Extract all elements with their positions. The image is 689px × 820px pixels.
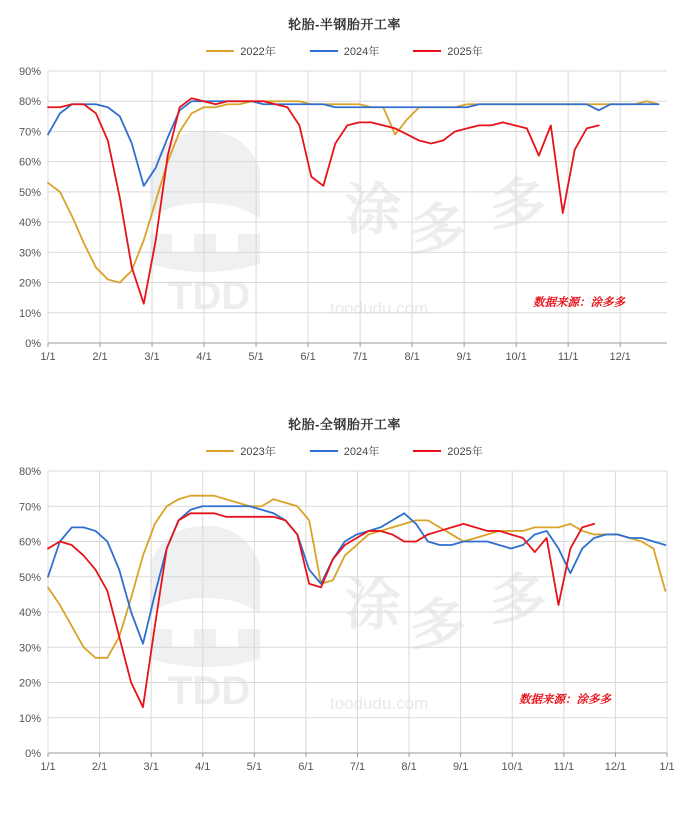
svg-text:多: 多 (410, 198, 466, 261)
svg-text:1/1: 1/1 (659, 761, 675, 773)
svg-text:9/1: 9/1 (453, 761, 469, 773)
legend-swatch (206, 50, 234, 52)
svg-text:80%: 80% (18, 466, 41, 478)
svg-text:10/1: 10/1 (505, 351, 527, 363)
chart2-plot-area (0, 459, 689, 789)
chart1-title: 轮胎-半钢胎开工率 (288, 17, 401, 32)
svg-text:40%: 40% (18, 607, 41, 619)
svg-text:4/1: 4/1 (195, 761, 211, 773)
svg-text:50%: 50% (18, 186, 41, 199)
svg-text:10%: 10% (18, 307, 41, 320)
svg-text:涂: 涂 (345, 573, 401, 636)
chart2-source-note: 数据来源：涂多多 (519, 694, 611, 706)
svg-text:0%: 0% (25, 748, 41, 760)
legend-item[interactable] (206, 43, 275, 59)
svg-text:5/1: 5/1 (248, 351, 264, 363)
legend-swatch (206, 450, 234, 452)
svg-text:12/1: 12/1 (604, 761, 627, 773)
svg-text:涂: 涂 (345, 178, 401, 241)
chart-semi-steel-tire-operating-rate (0, 0, 689, 400)
svg-text:2/1: 2/1 (91, 761, 108, 773)
legend-swatch (310, 450, 338, 452)
chart2-svg (0, 459, 689, 789)
svg-text:1/1: 1/1 (40, 351, 56, 363)
legend-item[interactable] (310, 43, 379, 59)
svg-text:多: 多 (490, 173, 546, 236)
svg-text:多: 多 (410, 593, 466, 656)
svg-text:3/1: 3/1 (143, 761, 159, 773)
legend-item[interactable] (310, 443, 379, 459)
svg-text:6/1: 6/1 (300, 351, 316, 363)
chart2-title: 轮胎-全钢胎开工率 (288, 417, 401, 432)
legend-label: 2022年 (240, 46, 276, 58)
legend-label: 2024年 (343, 46, 380, 58)
svg-text:TDD: TDD (168, 669, 251, 713)
svg-text:5/1: 5/1 (246, 761, 262, 773)
svg-text:12/1: 12/1 (609, 351, 631, 363)
svg-text:30%: 30% (18, 642, 41, 655)
legend-swatch (413, 450, 441, 452)
chart1-svg (0, 59, 689, 379)
svg-text:60%: 60% (18, 156, 41, 169)
chart2-legend (0, 443, 689, 459)
svg-text:20%: 20% (18, 677, 41, 690)
svg-text:8/1: 8/1 (404, 351, 420, 363)
svg-text:toodudu.com: toodudu.com (330, 694, 429, 713)
svg-text:10%: 10% (18, 712, 41, 725)
svg-text:TDD: TDD (168, 274, 251, 318)
svg-text:50%: 50% (18, 571, 41, 584)
legend-swatch (413, 50, 441, 52)
svg-text:60%: 60% (18, 536, 41, 549)
chart1-plot-area (0, 59, 689, 379)
legend-item[interactable] (413, 43, 482, 59)
svg-text:9/1: 9/1 (456, 351, 472, 363)
legend-swatch (310, 50, 338, 52)
svg-text:3/1: 3/1 (144, 351, 160, 363)
svg-text:7/1: 7/1 (349, 761, 366, 773)
svg-text:toodudu.com: toodudu.com (330, 299, 429, 318)
svg-text:6/1: 6/1 (298, 761, 314, 773)
svg-text:11/1: 11/1 (553, 761, 575, 773)
svg-text:80%: 80% (18, 96, 41, 109)
legend-item[interactable] (206, 443, 275, 459)
svg-text:70%: 70% (18, 126, 41, 139)
svg-text:0%: 0% (25, 338, 41, 350)
legend-label: 2025年 (447, 446, 483, 458)
svg-text:10/1: 10/1 (501, 761, 523, 773)
svg-text:7/1: 7/1 (352, 351, 368, 363)
chart1-source-note: 数据来源：涂多多 (533, 297, 625, 309)
legend-item[interactable] (413, 443, 482, 459)
svg-text:90%: 90% (18, 66, 41, 78)
chart1-legend (0, 43, 689, 59)
svg-text:4/1: 4/1 (196, 351, 212, 363)
legend-label: 2024年 (343, 446, 380, 458)
svg-text:11/1: 11/1 (557, 351, 579, 363)
svg-text:30%: 30% (18, 247, 41, 260)
svg-text:8/1: 8/1 (401, 761, 417, 773)
svg-text:2/1: 2/1 (92, 351, 108, 363)
chart-all-steel-tire-operating-rate (0, 400, 689, 820)
svg-text:70%: 70% (18, 501, 41, 514)
svg-text:1/1: 1/1 (40, 761, 56, 773)
legend-label: 2025年 (447, 46, 483, 58)
svg-text:20%: 20% (18, 277, 41, 290)
svg-text:多: 多 (490, 568, 546, 631)
legend-label: 2023年 (240, 446, 276, 458)
svg-text:40%: 40% (18, 217, 41, 230)
